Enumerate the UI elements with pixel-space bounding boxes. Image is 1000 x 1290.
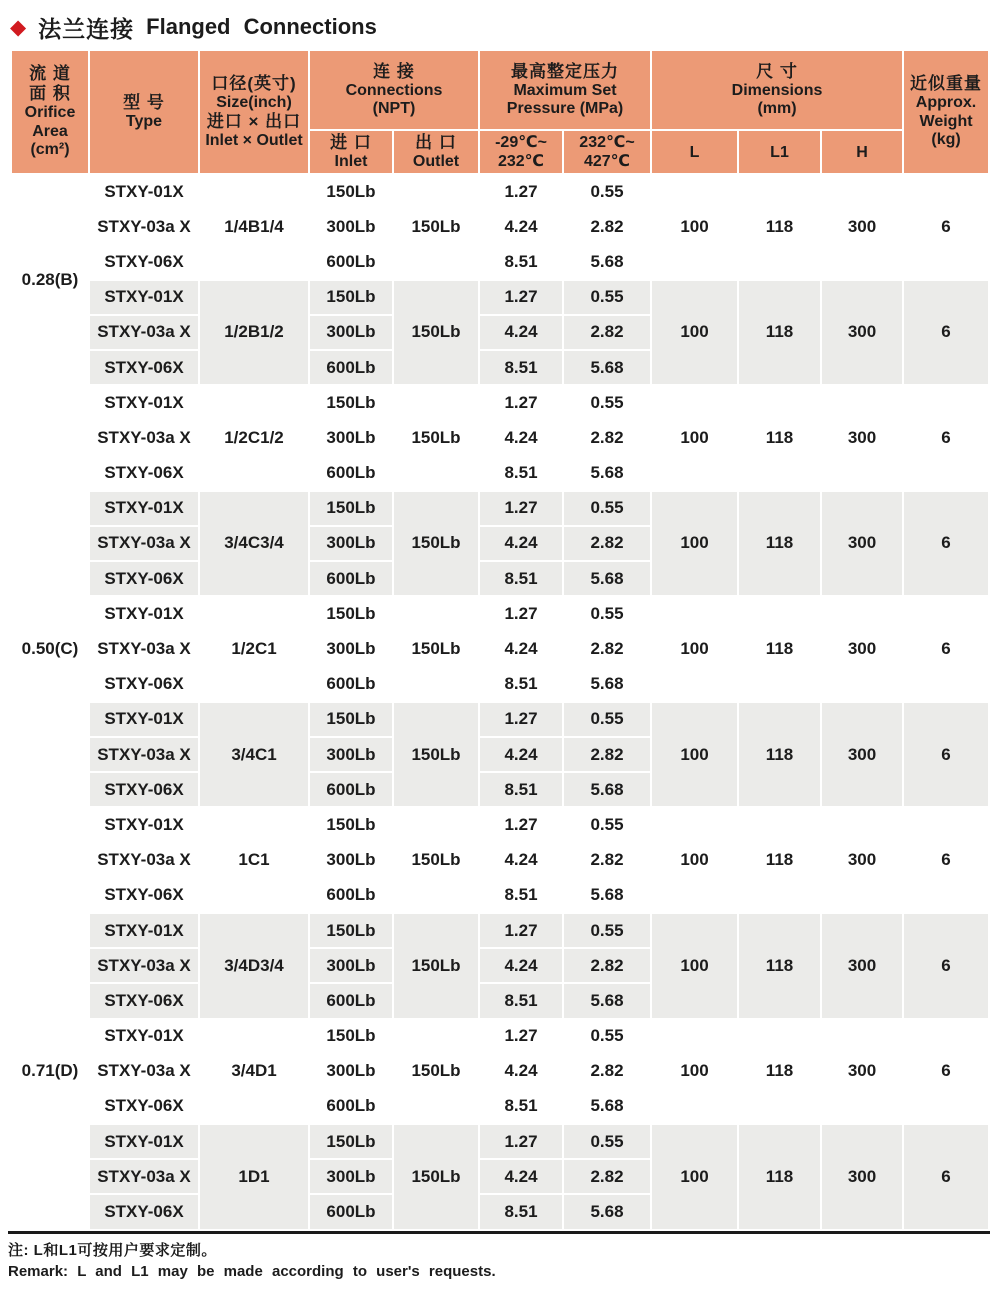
- type-cell: STXY-06X: [89, 350, 199, 385]
- dim-l-cell: 100: [651, 1124, 738, 1230]
- pressure-high-temp-cell: 0.55: [563, 702, 651, 737]
- type-cell: STXY-03a X: [89, 209, 199, 244]
- inlet-cell: 150Lb: [309, 1124, 393, 1159]
- pressure-low-temp-cell: 1.27: [479, 174, 563, 209]
- type-cell: STXY-03a X: [89, 1159, 199, 1194]
- size-cell: 3/4C3/4: [199, 491, 309, 597]
- pressure-high-temp-cell: 0.55: [563, 807, 651, 842]
- inlet-cell: 150Lb: [309, 807, 393, 842]
- table-row: [11, 913, 989, 948]
- header-size: 口径(英寸) Size(inch) 进口 × 出口 Inlet × Outlet: [199, 50, 309, 174]
- inlet-cell: 300Lb: [309, 843, 393, 878]
- size-cell: 3/4D3/4: [199, 913, 309, 1019]
- header-dim-l: L: [651, 130, 738, 174]
- pressure-low-temp-cell: 1.27: [479, 702, 563, 737]
- inlet-cell: 150Lb: [309, 596, 393, 631]
- pressure-high-temp-cell: 2.82: [563, 737, 651, 772]
- pressure-high-temp-cell: 0.55: [563, 491, 651, 526]
- weight-cell: 6: [903, 385, 989, 491]
- type-cell: STXY-01X: [89, 913, 199, 948]
- pressure-low-temp-cell: 4.24: [479, 315, 563, 350]
- pressure-high-temp-cell: 2.82: [563, 631, 651, 666]
- inlet-cell: 600Lb: [309, 1089, 393, 1124]
- weight-cell: 6: [903, 1124, 989, 1230]
- type-cell: STXY-01X: [89, 807, 199, 842]
- outlet-cell: 150Lb: [393, 913, 479, 1019]
- pressure-low-temp-cell: 8.51: [479, 561, 563, 596]
- header-max-set-pressure: 最高整定压力 Maximum Set Pressure (MPa): [479, 50, 651, 130]
- inlet-cell: 150Lb: [309, 385, 393, 420]
- pressure-low-temp-cell: 4.24: [479, 209, 563, 244]
- type-cell: STXY-01X: [89, 385, 199, 420]
- pressure-low-temp-cell: 4.24: [479, 526, 563, 561]
- header-orifice-area: 流 道 面 积 Orifice Area (cm²): [11, 50, 89, 174]
- inlet-cell: 150Lb: [309, 491, 393, 526]
- inlet-cell: 600Lb: [309, 244, 393, 279]
- type-cell: STXY-03a X: [89, 631, 199, 666]
- outlet-cell: 150Lb: [393, 702, 479, 808]
- outlet-cell: 150Lb: [393, 385, 479, 491]
- inlet-cell: 600Lb: [309, 983, 393, 1018]
- type-cell: STXY-01X: [89, 280, 199, 315]
- header-temp-high: 232℃~ 427℃: [563, 130, 651, 174]
- dim-h-cell: 300: [821, 702, 903, 808]
- inlet-cell: 300Lb: [309, 631, 393, 666]
- type-cell: STXY-06X: [89, 772, 199, 807]
- table-row: [11, 491, 989, 526]
- pressure-high-temp-cell: 5.68: [563, 983, 651, 1018]
- pressure-low-temp-cell: 8.51: [479, 456, 563, 491]
- pressure-low-temp-cell: 1.27: [479, 913, 563, 948]
- pressure-low-temp-cell: 1.27: [479, 280, 563, 315]
- dim-l1-cell: 118: [738, 596, 821, 702]
- pressure-high-temp-cell: 5.68: [563, 1089, 651, 1124]
- size-cell: 1/2C1: [199, 596, 309, 702]
- type-cell: STXY-03a X: [89, 843, 199, 878]
- dim-l1-cell: 118: [738, 174, 821, 280]
- dim-l1-cell: 118: [738, 1124, 821, 1230]
- dim-l1-cell: 118: [738, 385, 821, 491]
- pressure-high-temp-cell: 5.68: [563, 244, 651, 279]
- weight-cell: 6: [903, 491, 989, 597]
- inlet-cell: 150Lb: [309, 702, 393, 737]
- pressure-high-temp-cell: 5.68: [563, 456, 651, 491]
- weight-cell: 6: [903, 280, 989, 386]
- table-row: [11, 1019, 989, 1054]
- header-inlet: 进 口 Inlet: [309, 130, 393, 174]
- dim-l1-cell: 118: [738, 280, 821, 386]
- type-cell: STXY-06X: [89, 561, 199, 596]
- pressure-high-temp-cell: 5.68: [563, 772, 651, 807]
- dim-l-cell: 100: [651, 807, 738, 913]
- type-cell: STXY-01X: [89, 596, 199, 631]
- dim-l-cell: 100: [651, 280, 738, 386]
- pressure-high-temp-cell: 0.55: [563, 596, 651, 631]
- outlet-cell: 150Lb: [393, 596, 479, 702]
- size-cell: 1D1: [199, 1124, 309, 1230]
- pressure-high-temp-cell: 5.68: [563, 350, 651, 385]
- page-title-zh: 法兰连接: [38, 15, 135, 42]
- type-cell: STXY-06X: [89, 667, 199, 702]
- table-body: [11, 174, 989, 1230]
- inlet-cell: 600Lb: [309, 1194, 393, 1229]
- inlet-cell: 300Lb: [309, 948, 393, 983]
- pressure-high-temp-cell: 2.82: [563, 1159, 651, 1194]
- type-cell: STXY-03a X: [89, 737, 199, 772]
- header-dimensions: 尺 寸 Dimensions (mm): [651, 50, 903, 130]
- pressure-high-temp-cell: 2.82: [563, 315, 651, 350]
- flanged-connections-table: [10, 49, 990, 1231]
- pressure-low-temp-cell: 4.24: [479, 1159, 563, 1194]
- type-cell: STXY-06X: [89, 456, 199, 491]
- inlet-cell: 300Lb: [309, 420, 393, 455]
- header-dim-l1: L1: [738, 130, 821, 174]
- inlet-cell: 150Lb: [309, 174, 393, 209]
- size-cell: 1/4B1/4: [199, 174, 309, 280]
- pressure-high-temp-cell: 2.82: [563, 209, 651, 244]
- footnote: [8, 1240, 1000, 1282]
- dim-h-cell: 300: [821, 1019, 903, 1125]
- table-row: [11, 385, 989, 420]
- type-cell: STXY-06X: [89, 1089, 199, 1124]
- size-cell: 3/4C1: [199, 702, 309, 808]
- header-connections: 连 接 Connections (NPT): [309, 50, 479, 130]
- pressure-high-temp-cell: 5.68: [563, 667, 651, 702]
- inlet-cell: 150Lb: [309, 280, 393, 315]
- pressure-low-temp-cell: 1.27: [479, 807, 563, 842]
- pressure-high-temp-cell: 2.82: [563, 526, 651, 561]
- pressure-high-temp-cell: 0.55: [563, 280, 651, 315]
- dim-h-cell: 300: [821, 491, 903, 597]
- type-cell: STXY-06X: [89, 983, 199, 1018]
- dim-l-cell: 100: [651, 174, 738, 280]
- outlet-cell: 150Lb: [393, 280, 479, 386]
- pressure-low-temp-cell: 1.27: [479, 491, 563, 526]
- type-cell: STXY-01X: [89, 1124, 199, 1159]
- pressure-low-temp-cell: 8.51: [479, 350, 563, 385]
- type-cell: STXY-01X: [89, 174, 199, 209]
- type-cell: STXY-03a X: [89, 315, 199, 350]
- inlet-cell: 300Lb: [309, 737, 393, 772]
- type-cell: STXY-01X: [89, 702, 199, 737]
- pressure-low-temp-cell: 1.27: [479, 385, 563, 420]
- pressure-low-temp-cell: 4.24: [479, 737, 563, 772]
- pressure-low-temp-cell: 4.24: [479, 948, 563, 983]
- pressure-low-temp-cell: 4.24: [479, 631, 563, 666]
- page-title: [10, 12, 1000, 42]
- weight-cell: 6: [903, 702, 989, 808]
- outlet-cell: 150Lb: [393, 1124, 479, 1230]
- outlet-cell: 150Lb: [393, 491, 479, 597]
- dim-l1-cell: 118: [738, 702, 821, 808]
- pressure-high-temp-cell: 5.68: [563, 878, 651, 913]
- pressure-high-temp-cell: 0.55: [563, 1124, 651, 1159]
- header-type: 型 号 Type: [89, 50, 199, 174]
- diamond-bullet-icon: ◆: [10, 15, 27, 39]
- outlet-cell: 150Lb: [393, 1019, 479, 1125]
- pressure-low-temp-cell: 8.51: [479, 772, 563, 807]
- dim-l-cell: 100: [651, 702, 738, 808]
- dim-l-cell: 100: [651, 491, 738, 597]
- inlet-cell: 300Lb: [309, 1054, 393, 1089]
- dim-l1-cell: 118: [738, 491, 821, 597]
- inlet-cell: 150Lb: [309, 1019, 393, 1054]
- inlet-cell: 600Lb: [309, 350, 393, 385]
- weight-cell: 6: [903, 174, 989, 280]
- pressure-high-temp-cell: 0.55: [563, 913, 651, 948]
- pressure-high-temp-cell: 5.68: [563, 1194, 651, 1229]
- footnote-en: Remark: L and L1 may be made according to user's requests.: [8, 1262, 496, 1280]
- pressure-low-temp-cell: 4.24: [479, 1054, 563, 1089]
- pressure-low-temp-cell: 8.51: [479, 1194, 563, 1229]
- inlet-cell: 150Lb: [309, 913, 393, 948]
- header-temp-low: -29℃~ 232℃: [479, 130, 563, 174]
- weight-cell: 6: [903, 807, 989, 913]
- size-cell: 3/4D1: [199, 1019, 309, 1125]
- dim-l-cell: 100: [651, 913, 738, 1019]
- inlet-cell: 300Lb: [309, 1159, 393, 1194]
- pressure-high-temp-cell: 0.55: [563, 174, 651, 209]
- pressure-high-temp-cell: 2.82: [563, 843, 651, 878]
- header-dim-h: H: [821, 130, 903, 174]
- footnote-zh: 注: L和L1可按用户要求定制。: [8, 1241, 217, 1259]
- table-row: [11, 596, 989, 631]
- pressure-low-temp-cell: 8.51: [479, 878, 563, 913]
- pressure-high-temp-cell: 0.55: [563, 1019, 651, 1054]
- inlet-cell: 600Lb: [309, 878, 393, 913]
- inlet-cell: 600Lb: [309, 456, 393, 491]
- weight-cell: 6: [903, 913, 989, 1019]
- dim-l-cell: 100: [651, 385, 738, 491]
- type-cell: STXY-03a X: [89, 1054, 199, 1089]
- table-row: [11, 174, 989, 209]
- orifice-area-cell: 0.28(B): [11, 174, 89, 385]
- dim-l1-cell: 118: [738, 913, 821, 1019]
- inlet-cell: 300Lb: [309, 526, 393, 561]
- table-row: [11, 702, 989, 737]
- weight-cell: 6: [903, 1019, 989, 1125]
- dim-l1-cell: 118: [738, 807, 821, 913]
- type-cell: STXY-01X: [89, 491, 199, 526]
- dim-h-cell: 300: [821, 913, 903, 1019]
- table-row: [11, 280, 989, 315]
- pressure-high-temp-cell: 2.82: [563, 948, 651, 983]
- dim-h-cell: 300: [821, 385, 903, 491]
- outlet-cell: 150Lb: [393, 174, 479, 280]
- type-cell: STXY-03a X: [89, 420, 199, 455]
- inlet-cell: 600Lb: [309, 561, 393, 596]
- inlet-cell: 300Lb: [309, 209, 393, 244]
- pressure-high-temp-cell: 2.82: [563, 1054, 651, 1089]
- pressure-low-temp-cell: 1.27: [479, 596, 563, 631]
- dim-h-cell: 300: [821, 807, 903, 913]
- outlet-cell: 150Lb: [393, 807, 479, 913]
- inlet-cell: 300Lb: [309, 315, 393, 350]
- size-cell: 1/2B1/2: [199, 280, 309, 386]
- inlet-cell: 600Lb: [309, 772, 393, 807]
- pressure-low-temp-cell: 4.24: [479, 843, 563, 878]
- type-cell: STXY-06X: [89, 878, 199, 913]
- dim-h-cell: 300: [821, 1124, 903, 1230]
- pressure-low-temp-cell: 4.24: [479, 420, 563, 455]
- size-cell: 1/2C1/2: [199, 385, 309, 491]
- weight-cell: 6: [903, 596, 989, 702]
- pressure-low-temp-cell: 1.27: [479, 1124, 563, 1159]
- type-cell: STXY-06X: [89, 1194, 199, 1229]
- header-approx-weight: 近似重量 Approx. Weight (kg): [903, 50, 989, 174]
- dim-h-cell: 300: [821, 280, 903, 386]
- size-cell: 1C1: [199, 807, 309, 913]
- table-bottom-rule: [8, 1231, 990, 1234]
- pressure-high-temp-cell: 5.68: [563, 561, 651, 596]
- dim-l1-cell: 118: [738, 1019, 821, 1125]
- pressure-low-temp-cell: 8.51: [479, 667, 563, 702]
- table-row: [11, 807, 989, 842]
- dim-l-cell: 100: [651, 1019, 738, 1125]
- pressure-high-temp-cell: 2.82: [563, 420, 651, 455]
- type-cell: STXY-06X: [89, 244, 199, 279]
- pressure-low-temp-cell: 1.27: [479, 1019, 563, 1054]
- orifice-area-cell: 0.50(C): [11, 385, 89, 913]
- type-cell: STXY-03a X: [89, 948, 199, 983]
- pressure-low-temp-cell: 8.51: [479, 1089, 563, 1124]
- table-row: [11, 1124, 989, 1159]
- page-title-en: Flanged Connections: [146, 14, 377, 39]
- dim-h-cell: 300: [821, 174, 903, 280]
- dim-h-cell: 300: [821, 596, 903, 702]
- dim-l-cell: 100: [651, 596, 738, 702]
- type-cell: STXY-03a X: [89, 526, 199, 561]
- orifice-area-cell: 0.71(D): [11, 913, 89, 1230]
- inlet-cell: 600Lb: [309, 667, 393, 702]
- header-outlet: 出 口 Outlet: [393, 130, 479, 174]
- pressure-low-temp-cell: 8.51: [479, 244, 563, 279]
- pressure-high-temp-cell: 0.55: [563, 385, 651, 420]
- type-cell: STXY-01X: [89, 1019, 199, 1054]
- pressure-low-temp-cell: 8.51: [479, 983, 563, 1018]
